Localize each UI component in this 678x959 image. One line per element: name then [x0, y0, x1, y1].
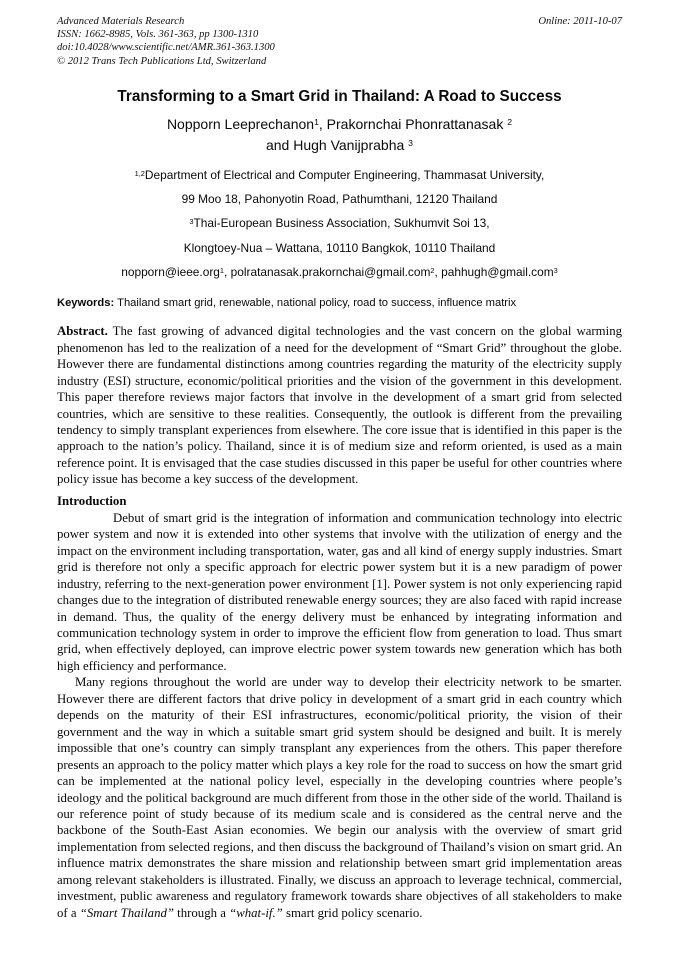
author-2-affil-mark: 2 [507, 116, 513, 127]
affiliation-1-text: Department of Electrical and Computer Engineering, Thammasat University, [144, 167, 545, 182]
journal-issn-line: ISSN: 1662-8985, Vols. 361-363, pp 1300-1310 [57, 29, 259, 41]
abstract [57, 323, 622, 488]
email-2-mark: 2 [430, 265, 435, 275]
paper-title: Transforming to a Smart Grid in Thailand: A Road to Success [117, 87, 562, 105]
what-if-phrase: “what-if.” [229, 905, 283, 920]
affiliations [57, 163, 622, 284]
authors-line-2 [57, 136, 622, 154]
affiliation-3-mark: 3 [189, 217, 194, 227]
journal-info [57, 15, 275, 68]
paragraph-2-text: through a [173, 905, 230, 920]
author-1-affil-mark: 1 [314, 116, 319, 127]
email-2: , polratanasak.prakornchai@gmail.com [224, 265, 431, 279]
smart-thailand-phrase: “Smart Thailand” [79, 905, 174, 920]
email-3-mark: 3 [553, 265, 558, 275]
journal-header [57, 15, 622, 68]
affiliation-4-text: Klongtoey-Nua – Wattana, 10110 Bangkok, 10110 Thailand [183, 240, 496, 255]
keywords-line [57, 296, 622, 310]
journal-doi-line: doi:10.4028/www.scientific.net/AMR.361-363.1300 [57, 42, 275, 54]
author-3-affil-mark: 3 [408, 137, 413, 148]
affiliation-line-4 [57, 236, 622, 260]
affiliation-3-text: Thai-European Business Association, Sukhumvit Soi 13, [193, 216, 490, 231]
email-1-mark: 1 [219, 265, 225, 275]
affiliation-line-1 [57, 163, 622, 187]
author-2-name: , Prakornchai Phonrattanasak [318, 115, 508, 132]
keywords-label: Keywords: [57, 297, 115, 310]
author-1-name: Nopporn Leeprechanon [166, 115, 315, 132]
paragraph-2-text: Many regions throughout the world are under way to develop their electricity network to be smarter. However there are different factors that drive policy in development of a smart grid in each country which depends on the maturity of their ESI infrastructures, economic/political priority, the vision of their government and the way in which a suitable smart grid system should be designed and built. It is merely impossible that one’s country can simply transplant any experiences from the others. This paper therefore presents an approach to the policy matter which plays a key role for the road to success on how the smart grid can be implemented at the national policy level, especially in the developing countries where people’s ideology and the political background are much different from those in the other side of the world. Thailand is our reference point of study because of its medium scale and is considered as the central nerve and the backbone of the South-East Asian economies. We begin our analysis with the overview of smart grid implementation from selected regions, and then discuss the background of Thailand’s vision on smart grid. An influence matrix demonstrates the share mission and relationship between smart grid implementation areas among relevant stakeholders is illustrated. Finally, we discuss an approach to leverage technical, commercial, investment, public awareness and regulatory framework towards share objectives of all stakeholders to make of a [57, 675, 622, 920]
affiliation-1-mark: 1,2 [134, 168, 145, 178]
author-3-name: and Hugh Vanijprabha [265, 136, 409, 153]
introduction-paragraph-1: Debut of smart grid is the integration of information and communication technology into electric power system and now it is extended into other systems that involve with the utilization of energy and the impact on the environment including transportation, water, gas and all kind of energy supply industries. Smart grid is therefore not only a specific approach for electric power system but it is a new paradigm of power industry, referring to the next-generation power environment [1]. Power system is not only experiencing rapid changes due to the integration of distributed renewable energy sources; they are also faced with rapid increase in demand. Thus, the quality of the energy delivery must be enhanced by integrating information and communication technology system in order to improve the efficient flow from generation to load. Thus smart grid, when effectively deployed, can improve electric power system towards new generation which has both high efficiency and performance. [57, 510, 622, 673]
keywords-text: Thailand smart grid, renewable, national policy, road to success, influence matrix [114, 297, 517, 310]
introduction-paragraph-2 [57, 674, 622, 921]
affiliation-2-text: 99 Moo 18, Pahonyotin Road, Pathumthani, 12120 Thailand [181, 192, 498, 207]
abstract-text: The fast growing of advanced digital technologies and the vast concern on the global warming phenomenon has led to the realization of a need for the development of “Smart Grid” throughout the globe. However there are fundamental distinctions among countries regarding the maturity of the electricity supply industry (ESI) structure, economic/political priorities and the vision of the government in this development. This paper therefore reviews major factors that involve in the development of a smart grid from selected countries, which are sensitive to these realities. Consequently, the outlook is different from the prevailing tendency to simply transplant experiences from elsewhere. The core issue that is identified in this paper is the approach to the nation’s policy. Thailand, since it is of medium size and reform oriented, is used as a main reference point. It is envisaged that the case studies discussed in this paper be useful for other countries where policy issue has become a key success of the development. [57, 324, 622, 487]
email-1: nopporn@ieee.org [121, 265, 220, 279]
online-date: Online: 2011-10-07 [538, 16, 622, 27]
affiliation-line-3 [57, 211, 622, 235]
journal-copyright-line: © 2012 Trans Tech Publications Ltd, Switzerland [57, 55, 267, 67]
paragraph-2-text: smart grid policy scenario. [282, 905, 423, 920]
journal-name: Advanced Materials Research [57, 16, 185, 27]
introduction-heading: Introduction [57, 493, 127, 508]
abstract-label: Abstract. [57, 324, 108, 339]
email-3: , pahhugh@gmail.com [434, 265, 554, 279]
authors-line-1 [57, 115, 622, 133]
author-emails [57, 260, 622, 284]
affiliation-line-2 [57, 187, 622, 211]
